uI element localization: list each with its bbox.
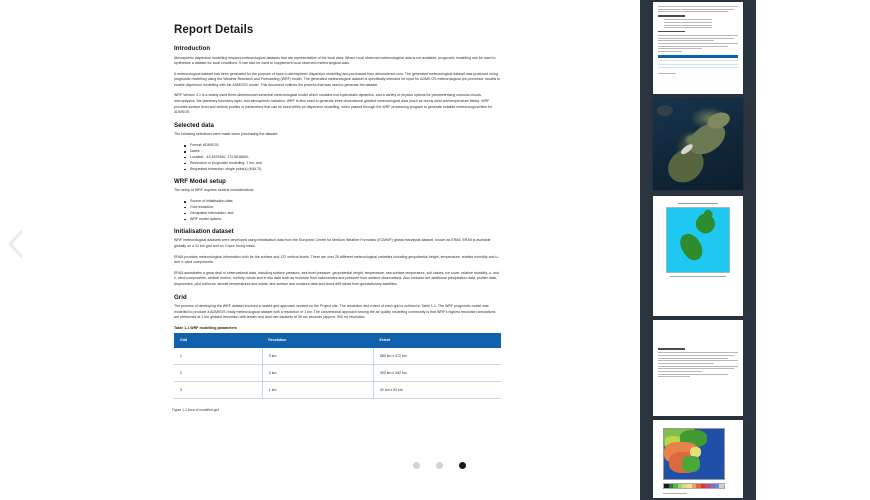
- list-item: Geospatial information; and: [190, 211, 515, 216]
- cell-extent: 390 km x 392 km: [373, 364, 501, 381]
- figure-caption: Figure 1-1 Area of modelled grid: [172, 407, 220, 412]
- table-row: [174, 348, 501, 365]
- landuse-map-icon: [663, 428, 725, 480]
- mini-document-preview: [653, 320, 743, 383]
- list-item: Source of initialisation data;: [190, 199, 515, 204]
- satellite-map-icon: [653, 98, 743, 190]
- list-item: Requested extraction: single point(s) (MULTI).: [190, 167, 515, 172]
- section-heading-selected-data: Selected data: [174, 121, 214, 129]
- selected-data-list: [170, 143, 515, 172]
- thumbnail-page-1[interactable]: [653, 2, 743, 94]
- table-header-grid: Grid: [174, 333, 262, 348]
- cell-extent: 880 km x 972 km: [373, 348, 501, 365]
- paragraph: The process of developing the WRF dataset involved a nested grid approach centred on the Project site. The resolution and extent of each grid is outlined in Table 1-1. The WRF prognostic model was modelled to produce a ADMSOS ready meteorological dataset with a resolution of 1 km. The conventional approach among the air quality modelling community is that WRF's highest resolution simulations are performed at 1 km gridded resolution with terrain and land use datasets at 30 arc seconds (approx. 900 m) resolution.: [174, 304, 496, 320]
- thumbnail-rail: [640, 0, 870, 500]
- table-caption: Table 1-1 WRF modelling parameters: [174, 325, 237, 330]
- chevron-left-icon: [7, 229, 25, 259]
- thumbnail-page-4[interactable]: [653, 320, 743, 416]
- cell-grid: 1: [174, 348, 262, 365]
- grid-figure-preview: [653, 196, 743, 281]
- table-header-row: [174, 333, 501, 348]
- list-item: Format: ADMSOS;: [190, 143, 515, 148]
- mini-document-preview: [653, 2, 743, 80]
- paragraph: Atmospheric dispersion modelling requires meteorological datasets that are representative of the local area. Where local observed meteorological data is not available, prognostic modelling can be used to synthesise a dataset for local conditions. It can also be used to supplement local observed meteorological data.: [174, 55, 496, 66]
- table-row: [174, 364, 501, 381]
- cell-extent: 92 km x 92 km: [373, 381, 501, 398]
- previous-page-button[interactable]: [2, 222, 30, 266]
- table-header-extent: Extent: [373, 333, 501, 348]
- section-heading-introduction: Introduction: [174, 45, 211, 52]
- page-title: Report Details: [174, 24, 254, 36]
- list-item: WRF model options.: [190, 217, 515, 222]
- pagination-dot-3[interactable]: [459, 462, 466, 469]
- report-page: [170, 0, 515, 412]
- rail-filler: [756, 0, 870, 500]
- table-header-resolution: Resolution: [262, 333, 373, 348]
- section-heading-grid: Grid: [174, 293, 187, 301]
- cell-resolution: 1 km: [262, 381, 373, 398]
- paragraph: WRF meteorological datasets were developed using initialisation data from the European Centre for Medium Weather Forecasts (ECMWF) global reanalysis dataset, known as ERA5. ERA5 is available globally on a 31 km grid and on 3 hour hourly basis.: [174, 238, 491, 248]
- list-item: Grid resolution;: [190, 205, 515, 210]
- paragraph: The following selections were made when purchasing the dataset:: [174, 132, 279, 137]
- paragraph: ERA5 provides meteorological information both for the surface and 137 vertical levels. There are over 25 different meteorological variables including geopotential height, temperature, relative humidity and u- and v- wind components.: [174, 254, 499, 265]
- paragraph: The setup of WRF requires several considerations:: [174, 188, 255, 193]
- pagination-dot-2[interactable]: [436, 462, 443, 469]
- landuse-map-preview: [653, 420, 743, 498]
- section-heading-wrf-model-setup: WRF Model setup: [174, 177, 226, 185]
- paragraph: ERA5 assimilates a great deal of observational data, including surface pressure, sea level pressure, geopotential height, temperature, sea surface temperature, soil values, ice cover, relative humidity, u- and v- wind components, vertical motion, vorticity, winds and in situ data such as moisture from radiosondes and pressure from surface observations. Also included are additional precipitation data, profiler data, dropsondes, pilot balloons, aircraft temperatures and winds, and surface and moisture data and cloud drift winds from geostationary satellites.: [174, 270, 499, 286]
- cell-grid: 3: [174, 381, 262, 398]
- list-item: Resolution of prognostic modelling: 1 km; and: [190, 161, 515, 166]
- list-item: Location: -43.4879450, 172.5518694;: [190, 155, 515, 160]
- thumbnail-page-3[interactable]: [653, 196, 743, 316]
- paragraph: WRF Version 4.1 is a widely used three-dimensional numerical meteorological model which contains non-hydrostatic dynamics, and a variety of physics options for parameterising cumulus clouds, microphysics, the planetary boundary layer, and atmospheric radiation. WRF is also used to generate three-dimensional gridded meteorological data (such as hourly wind and temperature fields). WRF provides surface level and vertical profiles of parameters that can be used within an dispersion modelling, when passed through the WRF processing program to generate suitable meteorological files for ADMSOS.: [174, 93, 493, 115]
- map-legend: [663, 483, 725, 489]
- cell-resolution: 3 km: [262, 364, 373, 381]
- section-heading-initialisation-dataset: Initialisation dataset: [174, 227, 234, 235]
- thumbnail-page-5[interactable]: [653, 420, 743, 498]
- table-row: [174, 381, 501, 398]
- wrf-parameters-table: [174, 333, 501, 399]
- cell-resolution: 9 km: [262, 348, 373, 365]
- list-item: Dates: ;: [190, 149, 515, 154]
- cell-grid: 2: [174, 364, 262, 381]
- wrf-setup-list: [170, 199, 515, 222]
- pagination-dots: [413, 462, 466, 469]
- nz-map-figure: [666, 207, 730, 273]
- thumbnail-page-2[interactable]: [653, 98, 743, 190]
- pagination-dot-1[interactable]: [413, 462, 420, 469]
- paragraph: A meteorological dataset has been generated for the purpose of input to atmospheric dispersion modelling and purchased from atmoscience.com. The generated meteorological dataset was produced using prognostic modelling using the Weather Research and Forecasting (WRF) model. The generated meteorological dataset is specifically intended for input for ADMS OS meteorological pre-processor models to enable dispersion modelling with the ADMSOS model. This document outlines the process that was used to generate the dataset.: [174, 71, 501, 87]
